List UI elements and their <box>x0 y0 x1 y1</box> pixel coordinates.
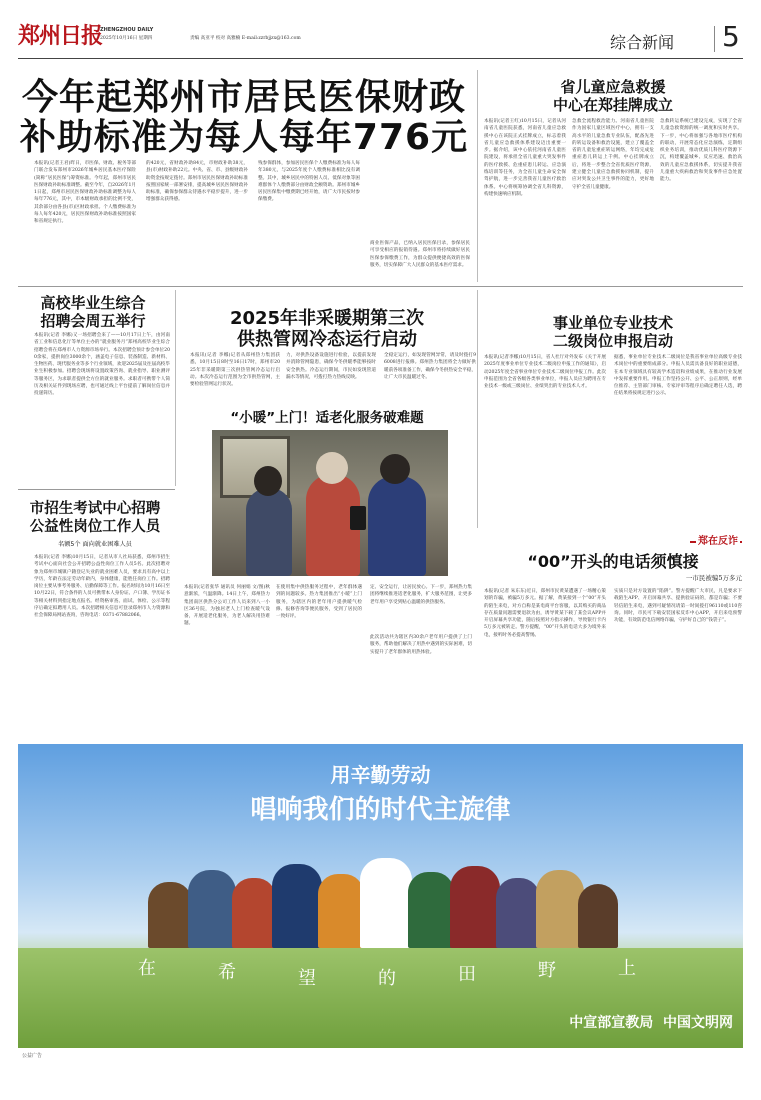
exam-body <box>34 554 170 732</box>
graduates-bottom-rule <box>18 489 175 490</box>
fraud-col-1 <box>484 588 606 734</box>
cold-col-3-text: 全稳定运行，如发现管网异常，请及时拨打96008进行报修。郑州热力集团将全力做好供暖前各项准备工作，确保今冬供热安全平稳，让广大市民温暖过冬。 <box>384 353 476 380</box>
banner-char-4: 的 <box>378 968 396 989</box>
crowd-figure <box>450 866 500 948</box>
crowd-figure <box>408 872 454 948</box>
exam-subtitle: 名额5个 面向就业困难人员 <box>58 541 132 548</box>
fraud-subtitle: 一市民被骗5万多元 <box>685 574 742 582</box>
institution-col-2 <box>614 354 742 526</box>
crowd-figure <box>360 858 412 948</box>
cold-headline-line2: 供热管网冷态运行启动 <box>237 329 417 350</box>
banner-line2: 唱响我们的时代主旋律 <box>250 795 511 825</box>
cold-col-2 <box>286 352 376 402</box>
masthead-logo: 郑州日报 <box>18 23 103 49</box>
ad-label: 公益广告 <box>22 1053 43 1059</box>
exam-headline-line2: 公益性岗位工作人员 <box>29 519 161 535</box>
exam-headline-line1: 市招生考试中心招聘 <box>29 501 161 517</box>
warm-col-4-text: 此次活动共为辖区内30余户老年用户提供了上门服务，帮助他们解决了用热中遇到的实际困难，切实提升了老年群体的用热体验。 <box>370 635 472 655</box>
crowd-figure <box>232 878 276 948</box>
graduates-body-text: 本报讯(记者 李娜)又一场招聘会来了——10月17日上午，由河南省工业和信息化厅等单位主办的“就业服务月”郑州高校毕业生综合招聘会将在郑州市人力资源市场举行。本次招聘会预计参会单位200余家，提供岗位3000余个，涵盖电子信息、装备制造、新材料、生物医药、现代服务业等多个行业领域，欢迎2025届及往届高校毕业生积极参加。招聘会现场将设置政策咨询、就业指导、职业测评等服务区，为求职者提供全方位的就业服务。求职者可携带个人简历及相关证件到现场应聘，也可通过线上平台提前了解岗位信息并投递简历。 <box>34 333 170 397</box>
institution-col-1 <box>484 354 606 526</box>
graduates-body <box>34 332 170 484</box>
right-divider-v <box>477 290 478 528</box>
fraud-col-2 <box>614 588 742 734</box>
warm-col-4 <box>370 634 472 734</box>
lead-col-4-text: 商业医保产品，已纳入居民医保目录，参保居民可享受相应的报销待遇。郑州市将持续做好居民医保参保缴费工作，为群众提供便捷高效的医保服务，切实保障广大人民群众的基本医疗需求。 <box>370 241 470 268</box>
exam-body-text: 本报讯(记者 李娜)10月15日，记者从市人社局获悉，郑州市招生考试中心面向社会公开招聘公益性岗位工作人员5名。此次招聘对象为郑州市城镇户籍登记失业的就业困难人员，要求具有高中以上学历，年龄在法定劳动年龄内，身体健康，能胜任岗位工作。招聘岗位主要从事考务服务、后勤保障等工作。报名时间为10月16日至10月22日，符合条件的人员可携带本人身份证、户口簿、学历证书等相关材料到指定地点报名。经资格审查、面试、体检、公示等程序后确定拟聘用人员。本次招聘相关信息可登录郑州市人力资源和社会保障局网站查询，咨询电话：0371-67882066。 <box>34 555 170 619</box>
lead-col-4 <box>370 240 470 280</box>
warm-col-3 <box>370 584 472 630</box>
lead-col-2 <box>146 160 248 234</box>
emergency-col-2-text: 急救全流程救治能力。河南省儿童医院作为国家儿童区域医疗中心，拥有一支高水平的儿童急救专业队伍，配备先进的转运设备和救治设施，建立了覆盖全省的儿童危重症转运网络，年均完成危重症患儿转运上千例。中心挂牌成立后，将进一步整合全省优质医疗资源，建立健全儿童应急救援协同机制，提升应对突发公共卫生事件的能力，更好地守护全省儿童健康。 <box>572 119 654 190</box>
emergency-col-3 <box>660 118 742 283</box>
crowd-figure <box>496 878 540 948</box>
warm-col-3-text: 定、安全运行，让居民放心。下一步，郑州热力集团将继续推进适老化服务，扩大服务范围，让更多老年用户享受到贴心温暖的供热服务。 <box>370 585 472 605</box>
institution-col-2-text: 据悉，事业单位专业技术二级岗位是我省事业单位高级专业技术岗位中的重要组成部分。申报人员需具备良好的职业道德，在本专业领域具有较高学术造诣和业绩成果，在推动行业发展中发挥重要作用。申报工作坚持公开、公平、公正原则，经单位推荐、主管部门审核、专家评审等程序后确定聘任人选，聘任结果将按规定进行公示。 <box>614 355 742 397</box>
page-number-divider <box>714 26 715 52</box>
banner-char-2: 希 <box>218 962 236 983</box>
lead-col-1 <box>34 160 136 280</box>
banner-char-5: 田 <box>458 964 476 985</box>
warm-col-2-text: 在使用集中供热服务过程中，老年群体遇到的问题较多。热力集团推出“小暖”上门服务，为辖区内的老年用户提供暖气检修、报修咨询等便民服务，受到了居民的一致好评。 <box>276 585 362 620</box>
anti-fraud-logo <box>690 534 742 550</box>
page-number: 5 <box>722 20 740 53</box>
cold-headline-line1: 2025年非采暖期第三次 <box>229 308 425 329</box>
cold-col-1-text: 本报讯(记者 李娜)记者从郑州热力集团获悉，10月15日8时至16日17时，郑州市2025年非采暖期第三次供热管网冷态运行启动。本次冷态运行范围为全市供热管网，主要检验管网运行状况。 <box>190 353 280 388</box>
banner-slogan-row <box>138 954 638 994</box>
photo-worker-left <box>246 488 292 576</box>
fraud-col-2-text: 实质只是对方设置的“陷阱”。警方提醒广大市民，凡是要求下载陌生APP、开启屏幕共享、提供验证码的，都是诈骗；不要轻信陌生来电，遇到可疑情况请第一时间拨打96110或110咨询。同时，市民可下载安装国家反诈中心APP，开启来电预警功能，有效防范电信网络诈骗，守护好自己的“钱袋子”。 <box>614 589 742 624</box>
banner-char-7: 上 <box>618 958 636 979</box>
lead-divider-v <box>477 70 478 282</box>
graduates-headline-line1: 高校毕业生综合 <box>40 294 146 312</box>
graduates-headline-line2: 招聘会周五举行 <box>40 312 146 330</box>
anti-fraud-logo-text: 郑在反诈 <box>696 534 740 550</box>
masthead-rule <box>18 58 743 59</box>
lead-col-2-text: 的420元，省财政补助84元，市财政补助38元，县(市)财政补助22元。中央、省、市、县级财政补助资金按规定拨付。郑州市居民医保财政补助标准按照国家统一部署安排，提高城乡居民医保财政补助标准，确保参保群众待遇水平稳步提升，进一步增强群众获得感。 <box>146 161 248 203</box>
photo-elderly-head <box>316 452 348 484</box>
public-ad-banner <box>18 744 743 1048</box>
cold-col-1 <box>190 352 280 402</box>
emergency-col-3-text: 急救转运系统已建设完成，实现了全省儿童急救资源的统一调度和实时共享。下一步，中心将加强与各地市医疗机构的联动，开展常态化应急演练，定期组织业务培训，推动优质儿科医疗资源下沉，构建覆盖城乡、反应迅速、救治高效的儿童应急救援体系，切实提升我省儿童重大疾病救治和突发事件应急处置能力。 <box>660 119 742 183</box>
emergency-headline-line1: 省儿童应急救援 <box>560 78 666 96</box>
fraud-col-1-text: 本报讯(记者 朱东东)近日，郑州市民黄某遭遇了一场精心策划的诈骗，被骗5万多元。据了解，黄某接到一个“00”开头的陌生来电，对方自称是某电商平台客服，以其购买的商品存在质量问题需要退款为由，诱导黄某下载了某会议APP并开启屏幕共享功能，随后按照对方指示操作，导致银行卡内5万多元被转走。警方提醒，“00”开头的电话大多为境外来电，接听时务必提高警惕。 <box>484 589 606 638</box>
photo-worker-right <box>368 476 426 576</box>
photo-worker-left-head <box>254 466 282 496</box>
institution-headline-line1: 事业单位专业技术 <box>552 314 673 332</box>
banner-line1: 用辛勤劳动 <box>330 763 431 787</box>
crowd-figure <box>188 870 236 948</box>
cold-col-2-text: 力，对供热设备设施进行检验，以提前发现并消除管网隐患，确保今冬供暖季能够按时安全供热。冷态运行期间，市民如发现管道漏水等情况，可拨打热力热线反映。 <box>286 353 376 380</box>
emergency-headline-line2: 中心在郑挂牌成立 <box>552 96 673 114</box>
banner-char-3: 望 <box>298 968 316 989</box>
cold-col-3 <box>384 352 476 402</box>
crowd-figure <box>536 870 584 948</box>
warm-photo-caption: “小暖”上门！适老化服务破难题 <box>230 410 424 426</box>
warm-service-photo <box>212 430 448 576</box>
warm-col-1-text: 本报讯(记者张华 通讯员 何丽娟 文/图)秋意渐浓，气温渐降。14日上午，郑州热力集团南区供热分公司工作人员来到八一小区36号院，为独居老人上门检查暖气设备，开展适老化服务，为老人解决用热难题。 <box>184 585 270 627</box>
banner-char-1: 在 <box>138 958 156 979</box>
emergency-col-1 <box>484 118 566 283</box>
section-rule-1 <box>18 286 743 287</box>
institution-headline-line2: 二级岗位申报启动 <box>552 332 673 350</box>
lead-headline-line1: 今年起郑州市居民医保财政 <box>21 77 466 118</box>
photo-worker-right-head <box>380 454 410 484</box>
section-title: 综合新闻 <box>610 33 675 52</box>
masthead-date: 2025年10月16日 星期四 <box>100 36 153 41</box>
banner-char-6: 野 <box>538 960 556 981</box>
lead-col-3-text: 残参保群体，参加居民医保个人缴费标准为每人每年380元，与2025年度个人缴费标准相比没有调整。其中，城乡居民中的特困人员、低保对象等困难群体个人缴费部分由财政全额资助。郑州市城乡居民医保集中缴费期已经开始，请广大市民按时参保缴费。 <box>258 161 360 203</box>
lead-col-3 <box>258 160 360 234</box>
crowd-figure <box>578 884 618 948</box>
crowd-figure <box>318 874 364 948</box>
photo-phone <box>350 506 366 530</box>
masthead-pinyin: ZHENGZHOU DAILY <box>100 27 154 33</box>
fraud-headline: “00”开头的电话须慎接 <box>527 552 699 571</box>
masthead-editor: 责编 高亚平 校对 高雅楠 E-mail:zzrbjjzx@163.com <box>190 36 301 41</box>
banner-footer: 中宣部宣教局 中国文明网 <box>569 1015 733 1031</box>
crowd-figure <box>148 882 192 948</box>
warm-col-2 <box>276 584 362 734</box>
emergency-col-1-text: 本报讯(记者王红)10月15日，记者从河南省儿童医院获悉，河南省儿童应急救援中心在该院正式挂牌成立，标志着我省儿童应急救援体系建设迈出重要一步。据介绍，该中心依托河南省儿童医院建设，将承担全省儿童重大突发事件的医疗救援、危重症患儿转运、应急演练培训等任务，为全省儿童生命安全保驾护航，进一步完善我省儿童医疗救治体系。中心将统筹协调全省儿科资源，构建快速响应机制。 <box>484 119 566 197</box>
institution-col-1-text: 本报讯(记者李娜)10月15日，省人社厅对外发布《关于开展2025年度事业单位专业技术二级岗位申报工作的通知》，启动2025年度全省事业单位专业技术二级岗位申报工作。此次申报范围为全省各级各类事业单位，申报人员应为聘用在专业技术一级或三级岗位、业绩突出的专业技术人才。 <box>484 355 606 390</box>
graduates-divider-v <box>175 290 176 486</box>
crowd-figure <box>272 864 322 948</box>
lead-headline-line2: 补助标准为每人每年776元 <box>19 117 469 158</box>
emergency-col-2 <box>572 118 654 283</box>
warm-col-1 <box>184 584 270 734</box>
banner-crowd <box>148 852 618 948</box>
lead-col-1-text: 本报讯(记者王君)昨日，市医保、财政、税务等部门联合发布郑州市2026年城乡居民基本医疗保险(简称“居民医保”)筹资标准。今年起，郑州市居民医保财政补助标准调整。截至今年，自2026年1月1日起，郑州市居民医保财政补助标准调整为每人每年776元，其中，市本级财政承担的比例不变，其余部分由各县(市)区财政承担。个人缴费标准为每人每年420元，居民医保财政补助标准按照国家和省规定执行。 <box>34 161 136 225</box>
